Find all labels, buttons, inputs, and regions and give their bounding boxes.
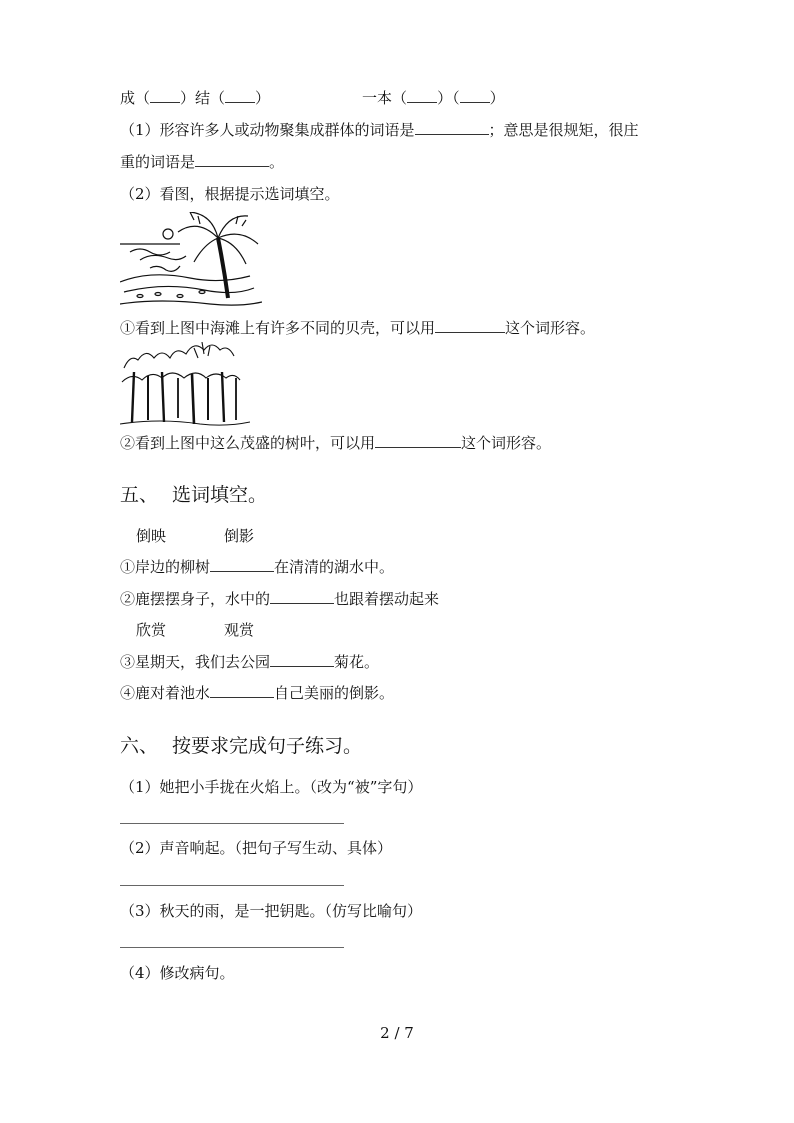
text: ；意思是很规矩，很庄 bbox=[488, 121, 639, 139]
blank[interactable] bbox=[375, 433, 461, 448]
text: ④鹿对着池水 bbox=[120, 684, 211, 702]
text: ②鹿摆摆身子，水中的 bbox=[120, 590, 271, 608]
text: ）结（ bbox=[180, 89, 226, 107]
text: 自己美丽的倒影。 bbox=[274, 684, 395, 702]
section-5-item-3 bbox=[120, 652, 379, 672]
blank[interactable] bbox=[415, 120, 489, 135]
blank[interactable] bbox=[210, 557, 274, 572]
section-6-heading bbox=[120, 733, 362, 759]
page-number: 2 / 7 bbox=[380, 1024, 414, 1042]
answer-line[interactable] bbox=[120, 947, 344, 948]
answer-line[interactable] bbox=[120, 885, 344, 886]
text: （1）形容许多人或动物聚集成群体的词语是 bbox=[120, 121, 415, 139]
text: ②看到上图中这么茂盛的树叶，可以用 bbox=[120, 434, 376, 452]
question-1-line2 bbox=[120, 152, 284, 172]
text: ）（ bbox=[437, 89, 460, 107]
section-6-item-3: （3）秋天的雨，是一把钥匙。（仿写比喻句） bbox=[120, 902, 423, 920]
section-title: 按要求完成句子练习。 bbox=[172, 735, 363, 757]
text: 也跟着摆动起来 bbox=[334, 590, 440, 608]
text: ） bbox=[489, 89, 505, 107]
section-title: 选词填空。 bbox=[172, 484, 268, 506]
section-5-heading bbox=[120, 482, 267, 508]
section-6-item-1: （1）她把小手拢在火焰上。（改为“被”字句） bbox=[120, 778, 423, 796]
section-number: 六、 bbox=[120, 735, 159, 757]
word-choice: 观赏 bbox=[224, 621, 255, 639]
text: ） bbox=[255, 89, 271, 107]
text: 在清清的湖水中。 bbox=[274, 558, 395, 576]
word-choice: 倒映 bbox=[136, 527, 167, 545]
question-2-intro: （2）看图，根据提示选词填空。 bbox=[120, 185, 340, 203]
section-5-item-1 bbox=[120, 557, 394, 577]
question-2-item-1 bbox=[120, 318, 595, 338]
blank[interactable] bbox=[407, 88, 437, 103]
blank[interactable] bbox=[435, 318, 505, 333]
question-1-line1 bbox=[120, 120, 639, 140]
text: 一本（ bbox=[362, 89, 408, 107]
section-number: 五、 bbox=[120, 484, 159, 506]
section-6-item-2: （2）声音响起。（把句子写生动、具体） bbox=[120, 839, 393, 857]
section-5-item-4 bbox=[120, 683, 394, 703]
text: ①看到上图中海滩上有许多不同的贝壳，可以用 bbox=[120, 319, 436, 337]
forest-illustration bbox=[120, 342, 250, 426]
text: 成（ bbox=[120, 89, 151, 107]
text: 。 bbox=[269, 153, 285, 171]
blank[interactable] bbox=[460, 88, 490, 103]
section-6-item-4: （4）修改病句。 bbox=[120, 964, 235, 982]
blank[interactable] bbox=[195, 152, 269, 167]
blank[interactable] bbox=[210, 683, 274, 698]
text: 菊花。 bbox=[334, 653, 380, 671]
fill-line-top bbox=[120, 88, 505, 108]
text: 重的词语是 bbox=[120, 153, 196, 171]
text: 这个词形容。 bbox=[461, 434, 552, 452]
blank[interactable] bbox=[150, 88, 180, 103]
answer-line[interactable] bbox=[120, 823, 344, 824]
word-choice: 倒影 bbox=[224, 527, 255, 545]
text: ①岸边的柳树 bbox=[120, 558, 211, 576]
word-choices-2 bbox=[136, 620, 254, 640]
blank[interactable] bbox=[225, 88, 255, 103]
blank[interactable] bbox=[270, 589, 334, 604]
word-choice: 欣赏 bbox=[136, 621, 167, 639]
text: 这个词形容。 bbox=[505, 319, 596, 337]
blank[interactable] bbox=[270, 652, 334, 667]
word-choices-1 bbox=[136, 526, 254, 546]
section-5-item-2 bbox=[120, 589, 439, 609]
text: ③星期天，我们去公园 bbox=[120, 653, 271, 671]
beach-palm-illustration bbox=[120, 212, 262, 308]
question-2-item-2 bbox=[120, 433, 551, 453]
